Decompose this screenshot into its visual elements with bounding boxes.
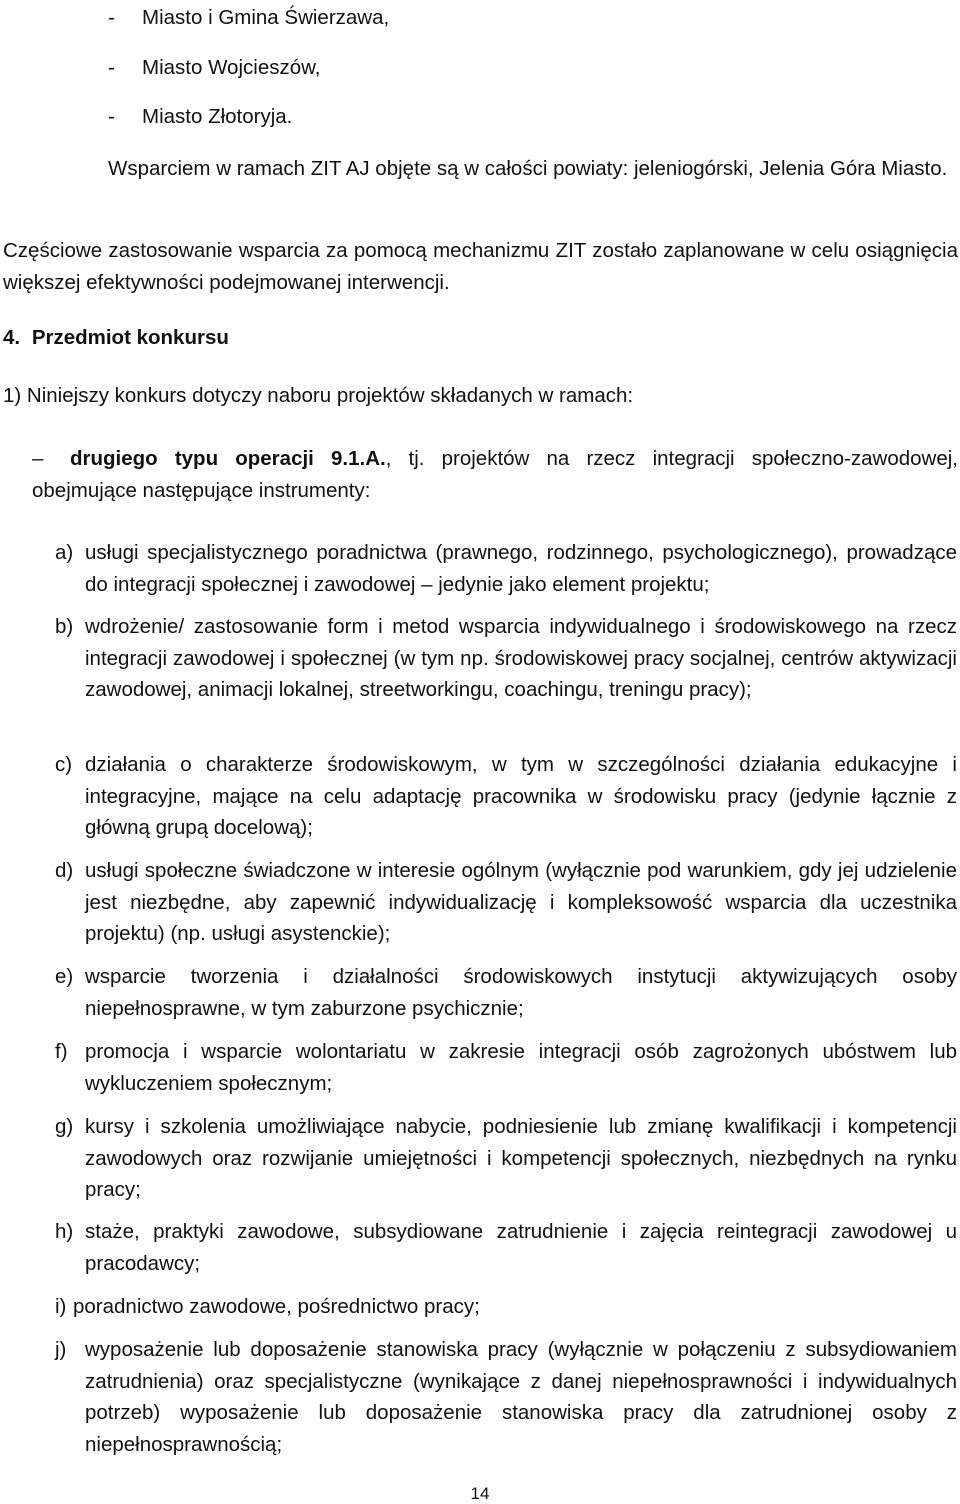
item-text: działania o charakterze środowiskowym, w tym w szczególności działania edukacyjne i integracyjne, mające na celu adaptację pracownika w środowisku pracy (jedynie łącznie z główną grupą docelową);: [85, 753, 957, 839]
section-heading: [3, 322, 229, 354]
list-dash: -: [108, 105, 115, 128]
item-letter: a): [55, 541, 74, 564]
item-letter: h): [55, 1220, 74, 1243]
list-dash: -: [108, 56, 115, 79]
item-letter: f): [55, 1040, 68, 1063]
item-letter: b): [55, 615, 74, 638]
item-text: wyposażenie lub doposażenie stanowiska pracy (wyłącznie w połączeniu z subsydiowaniem zatrudnienia) oraz specjalistyczne (wynikające z danej niepełnosprawności i indywidualnych potrzeb) wyposażenie lub doposażenie stanowiska pracy dla zatrudnionej osoby z niepełnosprawnością;: [85, 1338, 957, 1456]
list-item: [55, 749, 957, 844]
section-title: Przedmiot konkursu: [31, 326, 229, 349]
partial-support-paragraph: Częściowe zastosowanie wsparcia za pomocą mechanizmu ZIT zostało zaplanowane w celu osiągnięcia większej efektywności podejmowanej interwencji.: [3, 239, 958, 294]
item-letter: c): [55, 753, 73, 776]
item-letter: d): [55, 859, 74, 882]
list-item: [55, 1111, 957, 1206]
list-item-text: Miasto i Gmina Świerzawa,: [142, 6, 390, 29]
operation-name: drugiego typu operacji 9.1.A.: [70, 447, 386, 470]
item-text: poradnictwo zawodowe, pośrednictwo pracy;: [73, 1295, 480, 1318]
list-item: [55, 537, 957, 600]
item-text: wsparcie tworzenia i działalności środowiskowych instytucji aktywizujących osoby niepełnosprawne, w tym zaburzone psychicznie;: [85, 965, 957, 1020]
item-text: kursy i szkolenia umożliwiające nabycie, podniesienie lub zmianę kwalifikacji i kompetencji zawodowych oraz rozwijanie umiejętności i kompetencji społecznych, niezbędnych na rynku pracy;: [85, 1115, 957, 1201]
item-text: staże, praktyki zawodowe, subsydiowane zatrudnienie i zajęcia reintegracji zawodowej u pracodawcy;: [85, 1220, 957, 1275]
section-number: 4.: [3, 326, 21, 349]
item-letter: e): [55, 965, 74, 988]
item-letter: j): [55, 1338, 67, 1361]
operation-dash: –: [32, 447, 44, 470]
operation-description: , tj. projektów na rzecz integracji społeczno-zawodowej, obejmujące następujące instrumenty:: [32, 447, 959, 502]
list-item: [55, 1291, 957, 1323]
item-text: usługi specjalistycznego poradnictwa (prawnego, rodzinnego, psychologicznego), prowadzące do integracji społecznej i zawodowej – jedynie jako element projektu;: [85, 541, 957, 596]
list-item-text: Miasto Złotoryja.: [142, 105, 293, 128]
list-item: [55, 855, 957, 950]
list-item: [55, 1036, 957, 1099]
support-paragraph: Wsparciem w ramach ZIT AJ objęte są w całości powiaty: jeleniogórski, Jelenia Góra Miasto.: [108, 157, 948, 180]
list-dash: -: [108, 6, 115, 29]
page-number: 14: [470, 1484, 490, 1503]
item-text: wdrożenie/ zastosowanie form i metod wsparcia indywidualnego i środowiskowego na rzecz integracji zawodowej i społecznej (w tym np. środowiskowej pracy socjalnej, centrów aktywizacji zawodowej, animacji lokalnej, streetworkingu, coachingu, treningu pracy);: [85, 615, 957, 701]
item-text: usługi społeczne świadczone w interesie ogólnym (wyłącznie pod warunkiem, gdy jej udzielenie jest niezbędne, aby zapewnić indywidualizację i kompleksowość wsparcia dla uczestnika projektu) (np. usługi asystenckie);: [85, 859, 957, 945]
list-item: [55, 961, 957, 1024]
item-letter: g): [55, 1115, 74, 1138]
list-item: [108, 101, 292, 131]
list-item: [55, 611, 957, 706]
list-item: [55, 1334, 957, 1460]
list-item: [108, 52, 320, 82]
list-item-text: Miasto Wojcieszów,: [142, 56, 321, 79]
list-item: [55, 1216, 957, 1279]
operation-type: [32, 443, 958, 506]
item-letter: i): [55, 1295, 67, 1318]
item-text: promocja i wsparcie wolontariatu w zakresie integracji osób zagrożonych ubóstwem lub wykluczeniem społecznym;: [85, 1040, 957, 1095]
list-item: [108, 2, 389, 32]
point-1: 1) Niniejszy konkurs dotyczy naboru projektów składanych w ramach:: [3, 384, 634, 407]
